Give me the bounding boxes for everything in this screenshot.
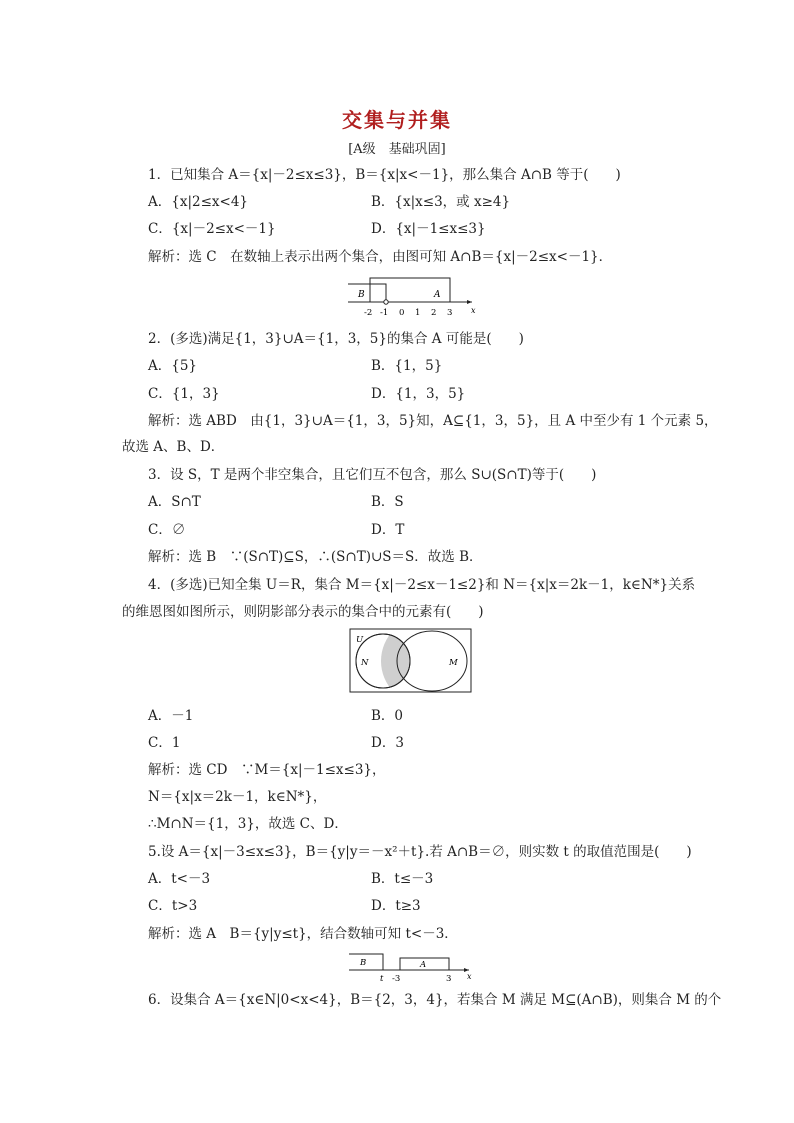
q4-option-d: D．3: [371, 735, 404, 751]
q4-solution-line2: N＝{x|x＝2k－1，k∈N*}，: [148, 789, 327, 805]
q3-solution: 解析：选 B ∵(S∩T)⊆S，∴(S∩T)∪S＝S．故选 B．: [148, 549, 483, 565]
q3-option-a: A．S∩T: [148, 494, 201, 510]
venn-diagram-figure: [349, 628, 473, 694]
fig2-tick-t: t: [380, 974, 384, 984]
venn-label-m: M: [449, 658, 458, 668]
q4-stem-line1: 4．(多选)已知全集 U＝R，集合 M＝{x|－2≤x－1≤2}和 N＝{x|x＝2k－1，k∈N*}关系: [148, 577, 696, 593]
q2-solution-line2: 故选 A、B、D．: [122, 439, 225, 455]
fig2-tick-p3: 3: [446, 974, 452, 984]
q4-option-b: B．0: [371, 708, 404, 724]
q2-option-c: C．{1，3}: [148, 386, 220, 402]
fig1-tick: -1: [380, 308, 389, 318]
q1-option-d: D．{x|－1≤x≤3}: [371, 221, 486, 237]
q1-stem: 1．已知集合 A＝{x|－2≤x≤3}，B＝{x|x<－1}，那么集合 A∩B 等于( ): [148, 167, 621, 183]
fig2-label-a: A: [420, 960, 427, 970]
q2-stem: 2．(多选)满足{1，3}∪A＝{1，3，5}的集合 A 可能是( ): [148, 331, 524, 347]
fig1-tick: 3: [447, 308, 453, 318]
q1-option-b: B．{x|x≤3，或 x≥4}: [371, 194, 511, 210]
fig2-tick-m3: -3: [392, 974, 401, 984]
fig1-tick: 1: [415, 308, 421, 318]
fig1-tick: -2: [364, 308, 373, 318]
number-line-figure-2: [345, 950, 477, 984]
venn-label-u: U: [356, 635, 364, 645]
venn-label-n: N: [361, 658, 369, 668]
q1-option-c: C．{x|－2≤x<－1}: [148, 221, 276, 237]
q3-option-c: C．∅: [148, 522, 186, 538]
q5-option-b: B．t≤－3: [371, 871, 434, 887]
q5-option-a: A．t<－3: [148, 871, 211, 887]
fig2-axis-x: x: [467, 972, 472, 981]
q4-stem-line2: 的维恩图如图所示，则阴影部分表示的集合中的元素有( ): [122, 604, 484, 620]
fig1-label-b: B: [358, 290, 365, 300]
q5-solution: 解析：选 A B＝{y|y≤t}，结合数轴可知 t<－3．: [148, 926, 458, 942]
q4-solution-line1: 解析：选 CD ∵M＝{x|－1≤x≤3}，: [148, 762, 386, 778]
q2-option-d: D．{1，3，5}: [371, 386, 466, 402]
q3-option-b: B．S: [371, 494, 404, 510]
q4-option-a: A．－1: [148, 708, 194, 724]
page-title: 交集与并集: [342, 108, 452, 132]
q3-option-d: D．T: [371, 522, 405, 538]
fig1-label-a: A: [434, 290, 441, 300]
fig1-tick: 2: [431, 308, 437, 318]
q1-solution: 解析：选 C 在数轴上表示出两个集合，由图可知 A∩B＝{x|－2≤x<－1}．: [148, 249, 613, 265]
q1-option-a: A．{x|2≤x<4}: [148, 194, 249, 210]
q5-option-d: D．t≥3: [371, 898, 421, 914]
q6-stem: 6．设集合 A＝{x∈N|0<x<4}，B＝{2，3，4}，若集合 M 满足 M⊆(A∩B)，则集合 M 的个: [148, 992, 722, 1008]
fig2-label-b: B: [360, 958, 367, 968]
q2-option-b: B．{1，5}: [371, 358, 443, 374]
fig1-axis-x: x: [471, 306, 476, 315]
q3-stem: 3．设 S，T 是两个非空集合，且它们互不包含，那么 S∪(S∩T)等于( ): [148, 467, 597, 483]
q5-option-c: C．t>3: [148, 898, 198, 914]
q5-stem: 5.设 A＝{x|－3≤x≤3}，B＝{y|y＝－x²＋t}.若 A∩B＝∅，则实数 t 的取值范围是( ): [148, 844, 692, 860]
number-line-figure-1: [340, 272, 480, 320]
q2-option-a: A．{5}: [148, 358, 198, 374]
q4-option-c: C．1: [148, 735, 181, 751]
q4-solution-line3: ∴M∩N＝{1，3}，故选 C、D．: [148, 816, 348, 832]
fig1-tick: 0: [399, 308, 405, 318]
section-subtitle: [A级 基础巩固]: [348, 142, 446, 157]
q2-solution-line1: 解析：选 ABD 由{1，3}∪A＝{1，3，5}知，A⊆{1，3，5}，且 A 中至少有 1 个元素 5，: [148, 413, 718, 429]
